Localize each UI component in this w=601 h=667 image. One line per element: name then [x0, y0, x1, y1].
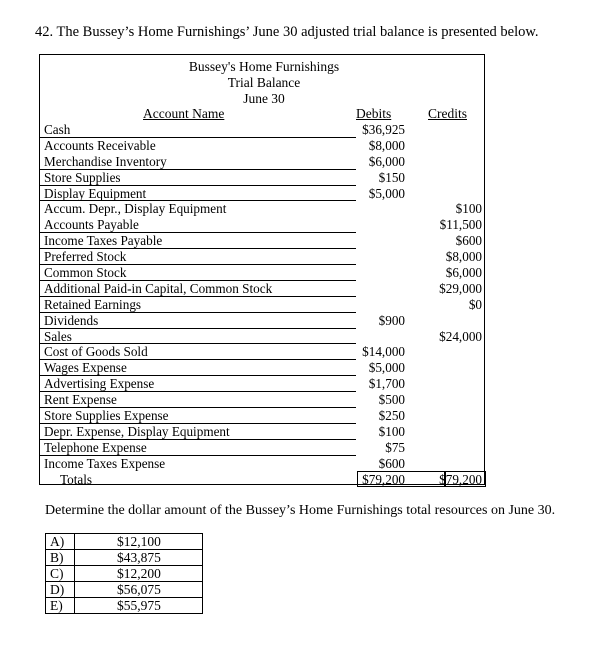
table-row: [40, 297, 486, 313]
credit-amount: $0: [468, 296, 482, 312]
account-name: Merchandise Inventory: [44, 153, 167, 169]
credit-amount: $600: [455, 233, 482, 249]
answer-option[interactable]: [46, 566, 203, 582]
account-name: Income Taxes Expense: [44, 455, 166, 471]
question-prompt: Determine the dollar amount of the Bussey’s Home Furnishings total resources on June 30.: [45, 503, 556, 518]
answer-value: $55,975: [75, 598, 203, 614]
table-row: [40, 138, 486, 154]
account-name: Dividends: [44, 312, 99, 328]
credit-amount: $29,000: [439, 280, 482, 296]
question-text: [35, 24, 539, 41]
table-row: [40, 217, 486, 233]
table-row: [40, 201, 486, 217]
table-row: [40, 122, 486, 138]
answer-letter: D): [46, 582, 75, 598]
table-row: [40, 249, 486, 265]
account-name: Sales: [44, 328, 72, 344]
table-row: [40, 281, 486, 297]
statement-title: Trial Balance: [227, 75, 301, 90]
answer-value: $12,100: [75, 534, 203, 550]
table-row: [40, 265, 486, 281]
debit-amount: $100: [378, 423, 405, 439]
answer-letter: A): [46, 534, 75, 550]
credit-amount: $11,500: [439, 217, 482, 233]
answer-value: $12,200: [75, 566, 203, 582]
table-row: [40, 392, 486, 408]
answer-option[interactable]: [46, 582, 203, 598]
credit-amount: $24,000: [439, 328, 482, 344]
debit-amount: $1,700: [368, 376, 405, 392]
table-row: [40, 424, 486, 440]
debit-amount: $250: [378, 408, 405, 424]
trial-balance-rows: [40, 122, 486, 487]
debit-amount: $600: [378, 455, 405, 471]
table-row: [40, 313, 486, 329]
account-name: Accum. Depr., Display Equipment: [44, 201, 227, 217]
totals-label: Totals: [60, 471, 93, 487]
answer-letter: C): [46, 566, 75, 582]
credit-amount: $8,000: [445, 249, 482, 265]
answer-option[interactable]: [46, 534, 203, 550]
account-name: Rent Expense: [44, 392, 117, 408]
table-row: [40, 456, 486, 472]
account-name: Cost of Goods Sold: [44, 344, 148, 360]
answer-option[interactable]: [46, 550, 203, 566]
account-name: Cash: [44, 122, 71, 137]
account-name: Accounts Payable: [44, 217, 139, 233]
account-name: Accounts Receivable: [44, 137, 156, 153]
account-name: Common Stock: [44, 265, 127, 281]
debit-amount: $36,925: [362, 122, 405, 137]
totals-debit: $79,200: [362, 471, 405, 487]
credit-amount: $100: [455, 201, 482, 217]
totals-row: [40, 472, 486, 488]
table-row: [40, 170, 486, 186]
answer-value: $56,075: [75, 582, 203, 598]
table-row: [40, 329, 486, 345]
debit-amount: $75: [385, 439, 405, 455]
answer-option[interactable]: [46, 598, 203, 614]
debit-amount: $14,000: [362, 344, 405, 360]
company-name: Bussey's Home Furnishings: [188, 59, 340, 74]
question-body: The Bussey’s Home Furnishings’ June 30 adjusted trial balance is presented below.: [56, 24, 539, 40]
debit-amount: $150: [378, 169, 405, 185]
debit-amount: $6,000: [368, 153, 405, 169]
table-row: [40, 440, 486, 456]
table-row: [40, 186, 486, 202]
account-name-header: Account Name: [143, 106, 225, 121]
debit-amount: $5,000: [368, 360, 405, 376]
credit-amount: $6,000: [445, 265, 482, 281]
table-row: [40, 344, 486, 360]
account-name: Depr. Expense, Display Equipment: [44, 423, 230, 439]
totals-credit: $79,200: [439, 471, 482, 487]
account-name: Retained Earnings: [44, 296, 142, 312]
question-number: 42.: [35, 24, 54, 40]
answer-value: $43,875: [75, 550, 203, 566]
account-name: Additional Paid-in Capital, Common Stock: [44, 280, 273, 296]
trial-balance-table: [39, 54, 485, 485]
credits-header: Credits: [428, 106, 467, 121]
table-row: [40, 408, 486, 424]
debit-amount: $5,000: [368, 185, 405, 201]
account-name: Store Supplies: [44, 169, 121, 185]
account-name: Preferred Stock: [44, 249, 127, 265]
account-name: Telephone Expense: [44, 439, 147, 455]
debit-amount: $8,000: [368, 137, 405, 153]
account-name: Store Supplies Expense: [44, 408, 169, 424]
account-name: Advertising Expense: [44, 376, 155, 392]
answer-choices: [45, 533, 203, 614]
debit-amount: $900: [378, 312, 405, 328]
answer-letter: E): [46, 598, 75, 614]
account-name: Income Taxes Payable: [44, 233, 163, 249]
account-name: Display Equipment: [44, 185, 147, 201]
debits-header: Debits: [356, 106, 392, 121]
statement-date: June 30: [243, 91, 285, 106]
table-row: [40, 376, 486, 392]
table-row: [40, 360, 486, 376]
account-name: Wages Expense: [44, 360, 127, 376]
table-row: [40, 233, 486, 249]
debit-amount: $500: [378, 392, 405, 408]
table-row: [40, 154, 486, 170]
answer-letter: B): [46, 550, 75, 566]
